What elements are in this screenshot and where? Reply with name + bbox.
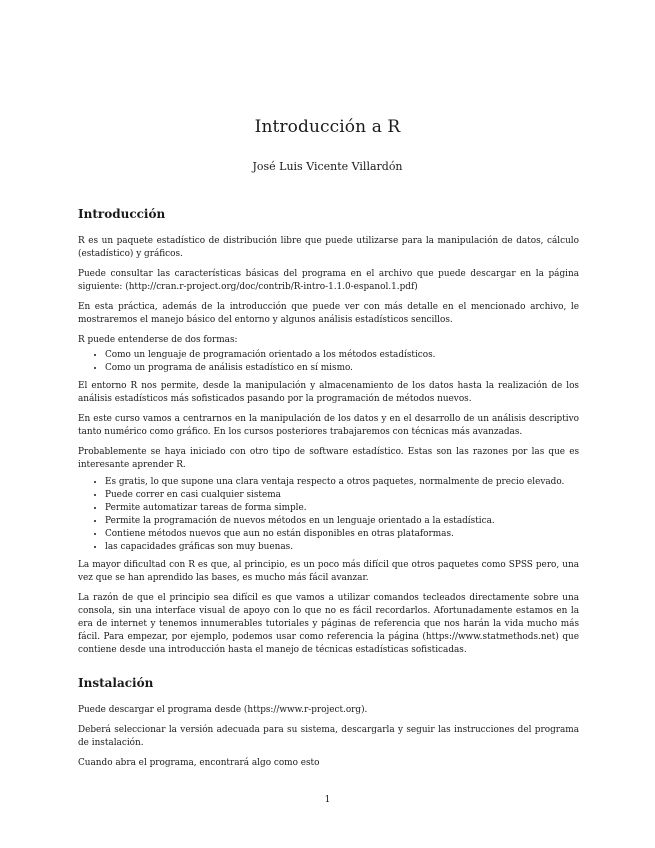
bullet-list-forms: [78, 349, 579, 374]
paragraph: R puede entenderse de dos formas:: [78, 335, 238, 345]
paragraph: La razón de que el principio sea difícil es que vamos a utilizar comandos tecleados directamente sobre una consola, sin una interface visual de apoyo con lo que no es fácil recordarlos. Afortunadamente estamos en la era de internet y tenemos innumerables tutoriales y páginas de referencia que nos harán la vida mucho más fácil. Para empezar, por ejemplo, podemos usar como referencia la página (https://www.statmethods.net) que contiene desde una introducción hasta el manejo de técnicas estadísticas sofisticadas.: [78, 593, 579, 655]
paragraph: En este curso vamos a centrarnos en la manipulación de los datos y en el desarrollo de un análisis descriptivo tanto numérico como gráfico. En los cursos posteriores trabajaremos con técnicas más avanzadas.: [78, 414, 579, 437]
list-item: • Puede correr en casi cualquier sistema: [105, 489, 579, 501]
list-item: • Como un lenguaje de programación orientado a los métodos estadísticos.: [105, 349, 579, 361]
document-author: José Luis Vicente Villardón: [252, 160, 403, 173]
list-item: • Permite automatizar tareas de forma simple.: [105, 502, 579, 514]
list-item: • Como un programa de análisis estadístico en sí mismo.: [105, 362, 579, 374]
paragraph: Probablemente se haya iniciado con otro tipo de software estadístico. Estas son las razones por las que es interesante aprender R.: [78, 447, 579, 470]
paragraph: Cuando abra el programa, encontrará algo como esto: [78, 758, 320, 768]
list-item: • Contiene métodos nuevos que aun no están disponibles en otras plataformas.: [105, 528, 579, 540]
section-heading-instalacion: Instalación: [78, 676, 154, 690]
paragraph: R es un paquete estadístico de distribución libre que puede utilizarse para la manipulación de datos, cálculo (estadístico) y gráficos.: [78, 236, 579, 259]
page-number: 1: [324, 795, 331, 805]
list-item: • las capacidades gráficas son muy buenas.: [105, 541, 579, 553]
paragraph: Deberá seleccionar la versión adecuada para su sistema, descargarla y seguir las instrucciones del programa de instalación.: [78, 725, 579, 748]
paragraph: El entorno R nos permite, desde la manipulación y almacenamiento de los datos hasta la realización de los análisis estadísticos más sofisticados pasando por la programación de métodos nuevos.: [78, 381, 579, 404]
section-heading-introduccion: Introducción: [78, 207, 166, 221]
document-title: Introducción a R: [254, 117, 401, 137]
bullet-list-reasons: [78, 476, 579, 553]
paragraph: En esta práctica, además de la introducción que puede ver con más detalle en el mencionado archivo, le mostraremos el manejo básico del entorno y algunos análisis estadísticos sencillos.: [78, 302, 579, 325]
document-body: [78, 206, 579, 777]
list-item: • Es gratis, lo que supone una clara ventaja respecto a otros paquetes, normalmente de precio elevado.: [105, 476, 579, 488]
list-item: • Permite la programación de nuevos métodos en un lenguaje orientado a la estadística.: [105, 515, 579, 527]
paragraph: Puede consultar las características básicas del programa en el archivo que puede descargar en la página siguiente: (http://cran.r-project.org/doc/contrib/R-intro-1.1.0-espanol.1.pdf): [78, 269, 579, 292]
paragraph: Puede descargar el programa desde (https://www.r-project.org).: [78, 705, 368, 715]
paragraph: La mayor dificultad con R es que, al principio, es un poco más difícil que otros paquetes como SPSS pero, una vez que se han aprendido las bases, es mucho más fácil avanzar.: [78, 560, 579, 583]
